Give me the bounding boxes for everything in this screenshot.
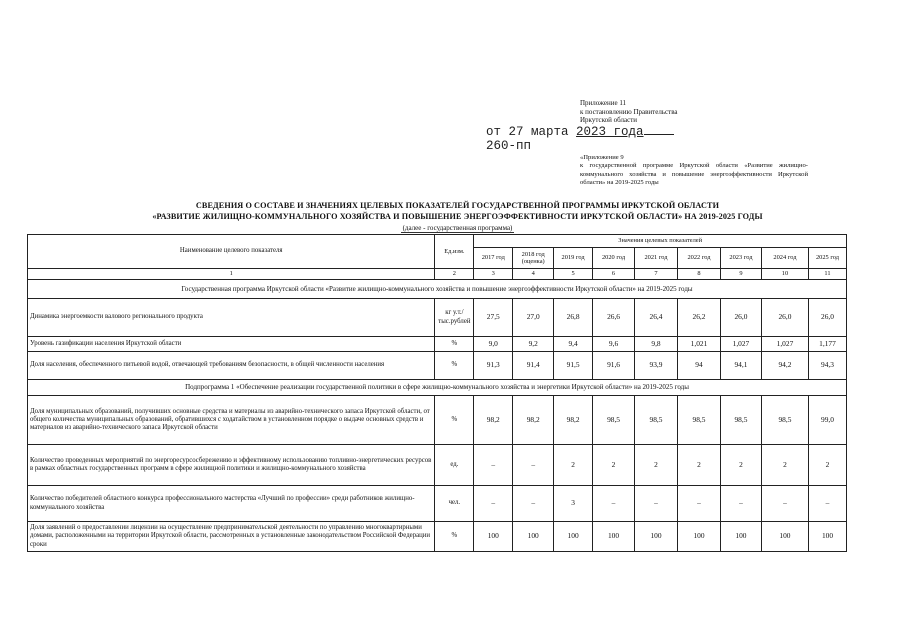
header-year: 2025 год bbox=[809, 248, 847, 269]
value-cell: 27,0 bbox=[513, 299, 554, 337]
value-cell: 100 bbox=[474, 522, 513, 552]
header-unit: Ед.изм. bbox=[435, 235, 474, 269]
col-number: 10 bbox=[761, 269, 808, 280]
value-cell: – bbox=[513, 486, 554, 522]
value-cell: 94,1 bbox=[720, 352, 761, 380]
table-row bbox=[28, 337, 847, 352]
indicator-name: Доля населения, обеспеченного питьевой водой, отвечающей требованиям безопасности, в общей численности населения bbox=[28, 352, 435, 380]
value-cell: – bbox=[678, 486, 721, 522]
value-cell: 91,6 bbox=[593, 352, 635, 380]
value-cell: 9,6 bbox=[593, 337, 635, 352]
value-cell: 100 bbox=[554, 522, 593, 552]
indicator-name: Количество проведенных мероприятий по энергоресурсосбережению и эффективному использованию топливно-энергетических ресурсов в рамках областных государственных программ в сфере жилищной политики и жилищно-коммунального хозяйства bbox=[28, 445, 435, 486]
value-cell: 26,8 bbox=[554, 299, 593, 337]
section-subprogram-row: Подпрограмма 1 «Обеспечение реализации государственной политики в сфере жилищно-коммунального хозяйства и энергетики Иркутской области» на 2019-2025 годы bbox=[28, 380, 847, 396]
col-number: 1 bbox=[28, 269, 435, 280]
document-subtitle bbox=[30, 224, 885, 232]
table-row bbox=[28, 299, 847, 337]
value-cell: 99,0 bbox=[809, 396, 847, 445]
value-cell: 2 bbox=[593, 445, 635, 486]
value-cell: 100 bbox=[678, 522, 721, 552]
date-underline bbox=[644, 124, 674, 135]
indicator-unit: % bbox=[435, 522, 474, 552]
value-cell: 2 bbox=[809, 445, 847, 486]
table-row bbox=[28, 352, 847, 380]
header-year: 2018 год (оценка) bbox=[513, 248, 554, 269]
value-cell: 1,177 bbox=[809, 337, 847, 352]
annex-line-1: «Приложение 9 bbox=[580, 154, 624, 161]
value-cell: 98,5 bbox=[635, 396, 678, 445]
approval-line-1: Приложение 11 bbox=[580, 99, 627, 107]
decree-date-year: 2023 года bbox=[576, 125, 644, 139]
decree-stamp bbox=[486, 124, 674, 153]
value-cell: 27,5 bbox=[474, 299, 513, 337]
header-values-group: Значения целевых показателей bbox=[474, 235, 847, 248]
header-year: 2023 год bbox=[720, 248, 761, 269]
value-cell: 100 bbox=[635, 522, 678, 552]
value-cell: 100 bbox=[593, 522, 635, 552]
subtitle-text: (далее - государственная программа) bbox=[402, 224, 513, 232]
col-number: 11 bbox=[809, 269, 847, 280]
value-cell: – bbox=[635, 486, 678, 522]
header-year: 2019 год bbox=[554, 248, 593, 269]
approval-line-2: к постановлению Правительства bbox=[580, 107, 678, 116]
value-cell: 1,027 bbox=[720, 337, 761, 352]
value-cell: 98,5 bbox=[678, 396, 721, 445]
value-cell: 9,4 bbox=[554, 337, 593, 352]
value-cell: 91,5 bbox=[554, 352, 593, 380]
value-cell: 98,2 bbox=[554, 396, 593, 445]
value-cell: 2 bbox=[720, 445, 761, 486]
value-cell: – bbox=[513, 445, 554, 486]
header-name: Наименование целевого показателя bbox=[28, 235, 435, 269]
decree-date bbox=[486, 124, 674, 139]
col-number: 2 bbox=[435, 269, 474, 280]
table-row bbox=[28, 486, 847, 522]
value-cell: 98,5 bbox=[761, 396, 808, 445]
value-cell: 9,8 bbox=[635, 337, 678, 352]
col-number: 6 bbox=[593, 269, 635, 280]
value-cell: 94,3 bbox=[809, 352, 847, 380]
value-cell: 98,2 bbox=[474, 396, 513, 445]
approval-block bbox=[580, 99, 780, 125]
value-cell: 93,9 bbox=[635, 352, 678, 380]
approval-line-3: Иркутской области bbox=[580, 116, 638, 125]
value-cell: – bbox=[720, 486, 761, 522]
value-cell: 26,4 bbox=[635, 299, 678, 337]
value-cell: 91,4 bbox=[513, 352, 554, 380]
col-number: 9 bbox=[720, 269, 761, 280]
header-year: 2021 год bbox=[635, 248, 678, 269]
value-cell: 100 bbox=[720, 522, 761, 552]
value-cell: 26,6 bbox=[593, 299, 635, 337]
section-program-row: Государственная программа Иркутской области «Развитие жилищно-коммунального хозяйства и повышение энергоэффективности Иркутской области» на 2019-2025 годы bbox=[28, 280, 847, 299]
value-cell: – bbox=[809, 486, 847, 522]
col-number: 7 bbox=[635, 269, 678, 280]
table-row bbox=[28, 522, 847, 552]
value-cell: 1,021 bbox=[678, 337, 721, 352]
indicator-unit: ед. bbox=[435, 445, 474, 486]
header-year: 2020 год bbox=[593, 248, 635, 269]
title-line-1: СВЕДЕНИЯ О СОСТАВЕ И ЗНАЧЕНИЯХ ЦЕЛЕВЫХ ПОКАЗАТЕЛЕЙ ГОСУДАРСТВЕННОЙ ПРОГРАММЫ ИРКУТСКОЙ ОБЛАСТИ bbox=[195, 201, 720, 210]
indicator-unit: % bbox=[435, 337, 474, 352]
value-cell: 2 bbox=[635, 445, 678, 486]
value-cell: – bbox=[474, 486, 513, 522]
value-cell: 94 bbox=[678, 352, 721, 380]
col-number: 3 bbox=[474, 269, 513, 280]
indicator-name: Доля муниципальных образований, получивших основные средства и материалы из аварийно-технического запаса Иркутской области, от общего количества муниципальных образований, обратившихся с ходатайством в установленном порядке о выдаче основных средств и материалов из аварийно-технического запаса Иркутской области bbox=[28, 396, 435, 445]
indicator-unit: кг у.т./ тыс.рублей bbox=[435, 299, 474, 337]
indicator-name: Уровень газификации населения Иркутской области bbox=[28, 337, 435, 352]
col-number: 8 bbox=[678, 269, 721, 280]
value-cell: 26,2 bbox=[678, 299, 721, 337]
title-line-2: «РАЗВИТИЕ ЖИЛИЩНО-КОММУНАЛЬНОГО ХОЗЯЙСТВА И ПОВЫШЕНИЕ ЭНЕРГОЭФФЕКТИВНОСТИ ИРКУТСКОЙ ОБЛАСТИ» НА 2019-2025 ГОДЫ bbox=[152, 211, 763, 221]
value-cell: 100 bbox=[809, 522, 847, 552]
annex-block bbox=[580, 154, 808, 187]
value-cell: 2 bbox=[678, 445, 721, 486]
value-cell: 9,0 bbox=[474, 337, 513, 352]
value-cell: 98,2 bbox=[513, 396, 554, 445]
value-cell: 91,3 bbox=[474, 352, 513, 380]
value-cell: 26,0 bbox=[761, 299, 808, 337]
indicator-unit: % bbox=[435, 396, 474, 445]
decree-number: 260-пп bbox=[486, 139, 532, 153]
value-cell: 98,5 bbox=[720, 396, 761, 445]
annex-text: к государственной программе Иркутской области «Развитие жилищно-коммунального хозяйства и повышение энергоэффективности Иркутской области» на 2019-2025 годы bbox=[580, 162, 808, 186]
value-cell: 2 bbox=[761, 445, 808, 486]
header-year: 2022 год bbox=[678, 248, 721, 269]
value-cell: 98,5 bbox=[593, 396, 635, 445]
col-number: 5 bbox=[554, 269, 593, 280]
value-cell: 3 bbox=[554, 486, 593, 522]
col-number: 4 bbox=[513, 269, 554, 280]
value-cell: 94,2 bbox=[761, 352, 808, 380]
indicator-name: Динамика энергоемкости валового регионального продукта bbox=[28, 299, 435, 337]
indicator-unit: чел. bbox=[435, 486, 474, 522]
value-cell: 26,0 bbox=[809, 299, 847, 337]
value-cell: 100 bbox=[761, 522, 808, 552]
value-cell: 100 bbox=[513, 522, 554, 552]
header-year: 2017 год bbox=[474, 248, 513, 269]
value-cell: 26,0 bbox=[720, 299, 761, 337]
indicator-unit: % bbox=[435, 352, 474, 380]
value-cell: – bbox=[761, 486, 808, 522]
indicator-name: Доля заявлений о предоставлении лицензии на осуществление предпринимательской деятельности по управлению многоквартирными домами, расположенными на территории Иркутской области, рассмотренных в установленные законодательством Российской Федерации сроки bbox=[28, 522, 435, 552]
indicators-table bbox=[27, 234, 847, 552]
value-cell: 2 bbox=[554, 445, 593, 486]
value-cell: 1,027 bbox=[761, 337, 808, 352]
table-row bbox=[28, 445, 847, 486]
value-cell: – bbox=[474, 445, 513, 486]
table-row bbox=[28, 396, 847, 445]
decree-date-prefix: от 27 марта bbox=[486, 125, 569, 139]
value-cell: 9,2 bbox=[513, 337, 554, 352]
indicator-name: Количество победителей областного конкурса профессионального мастерства «Лучший по профессии» среди работников жилищно-коммунального хозяйства bbox=[28, 486, 435, 522]
value-cell: – bbox=[593, 486, 635, 522]
document-title bbox=[30, 201, 885, 222]
header-year: 2024 год bbox=[761, 248, 808, 269]
